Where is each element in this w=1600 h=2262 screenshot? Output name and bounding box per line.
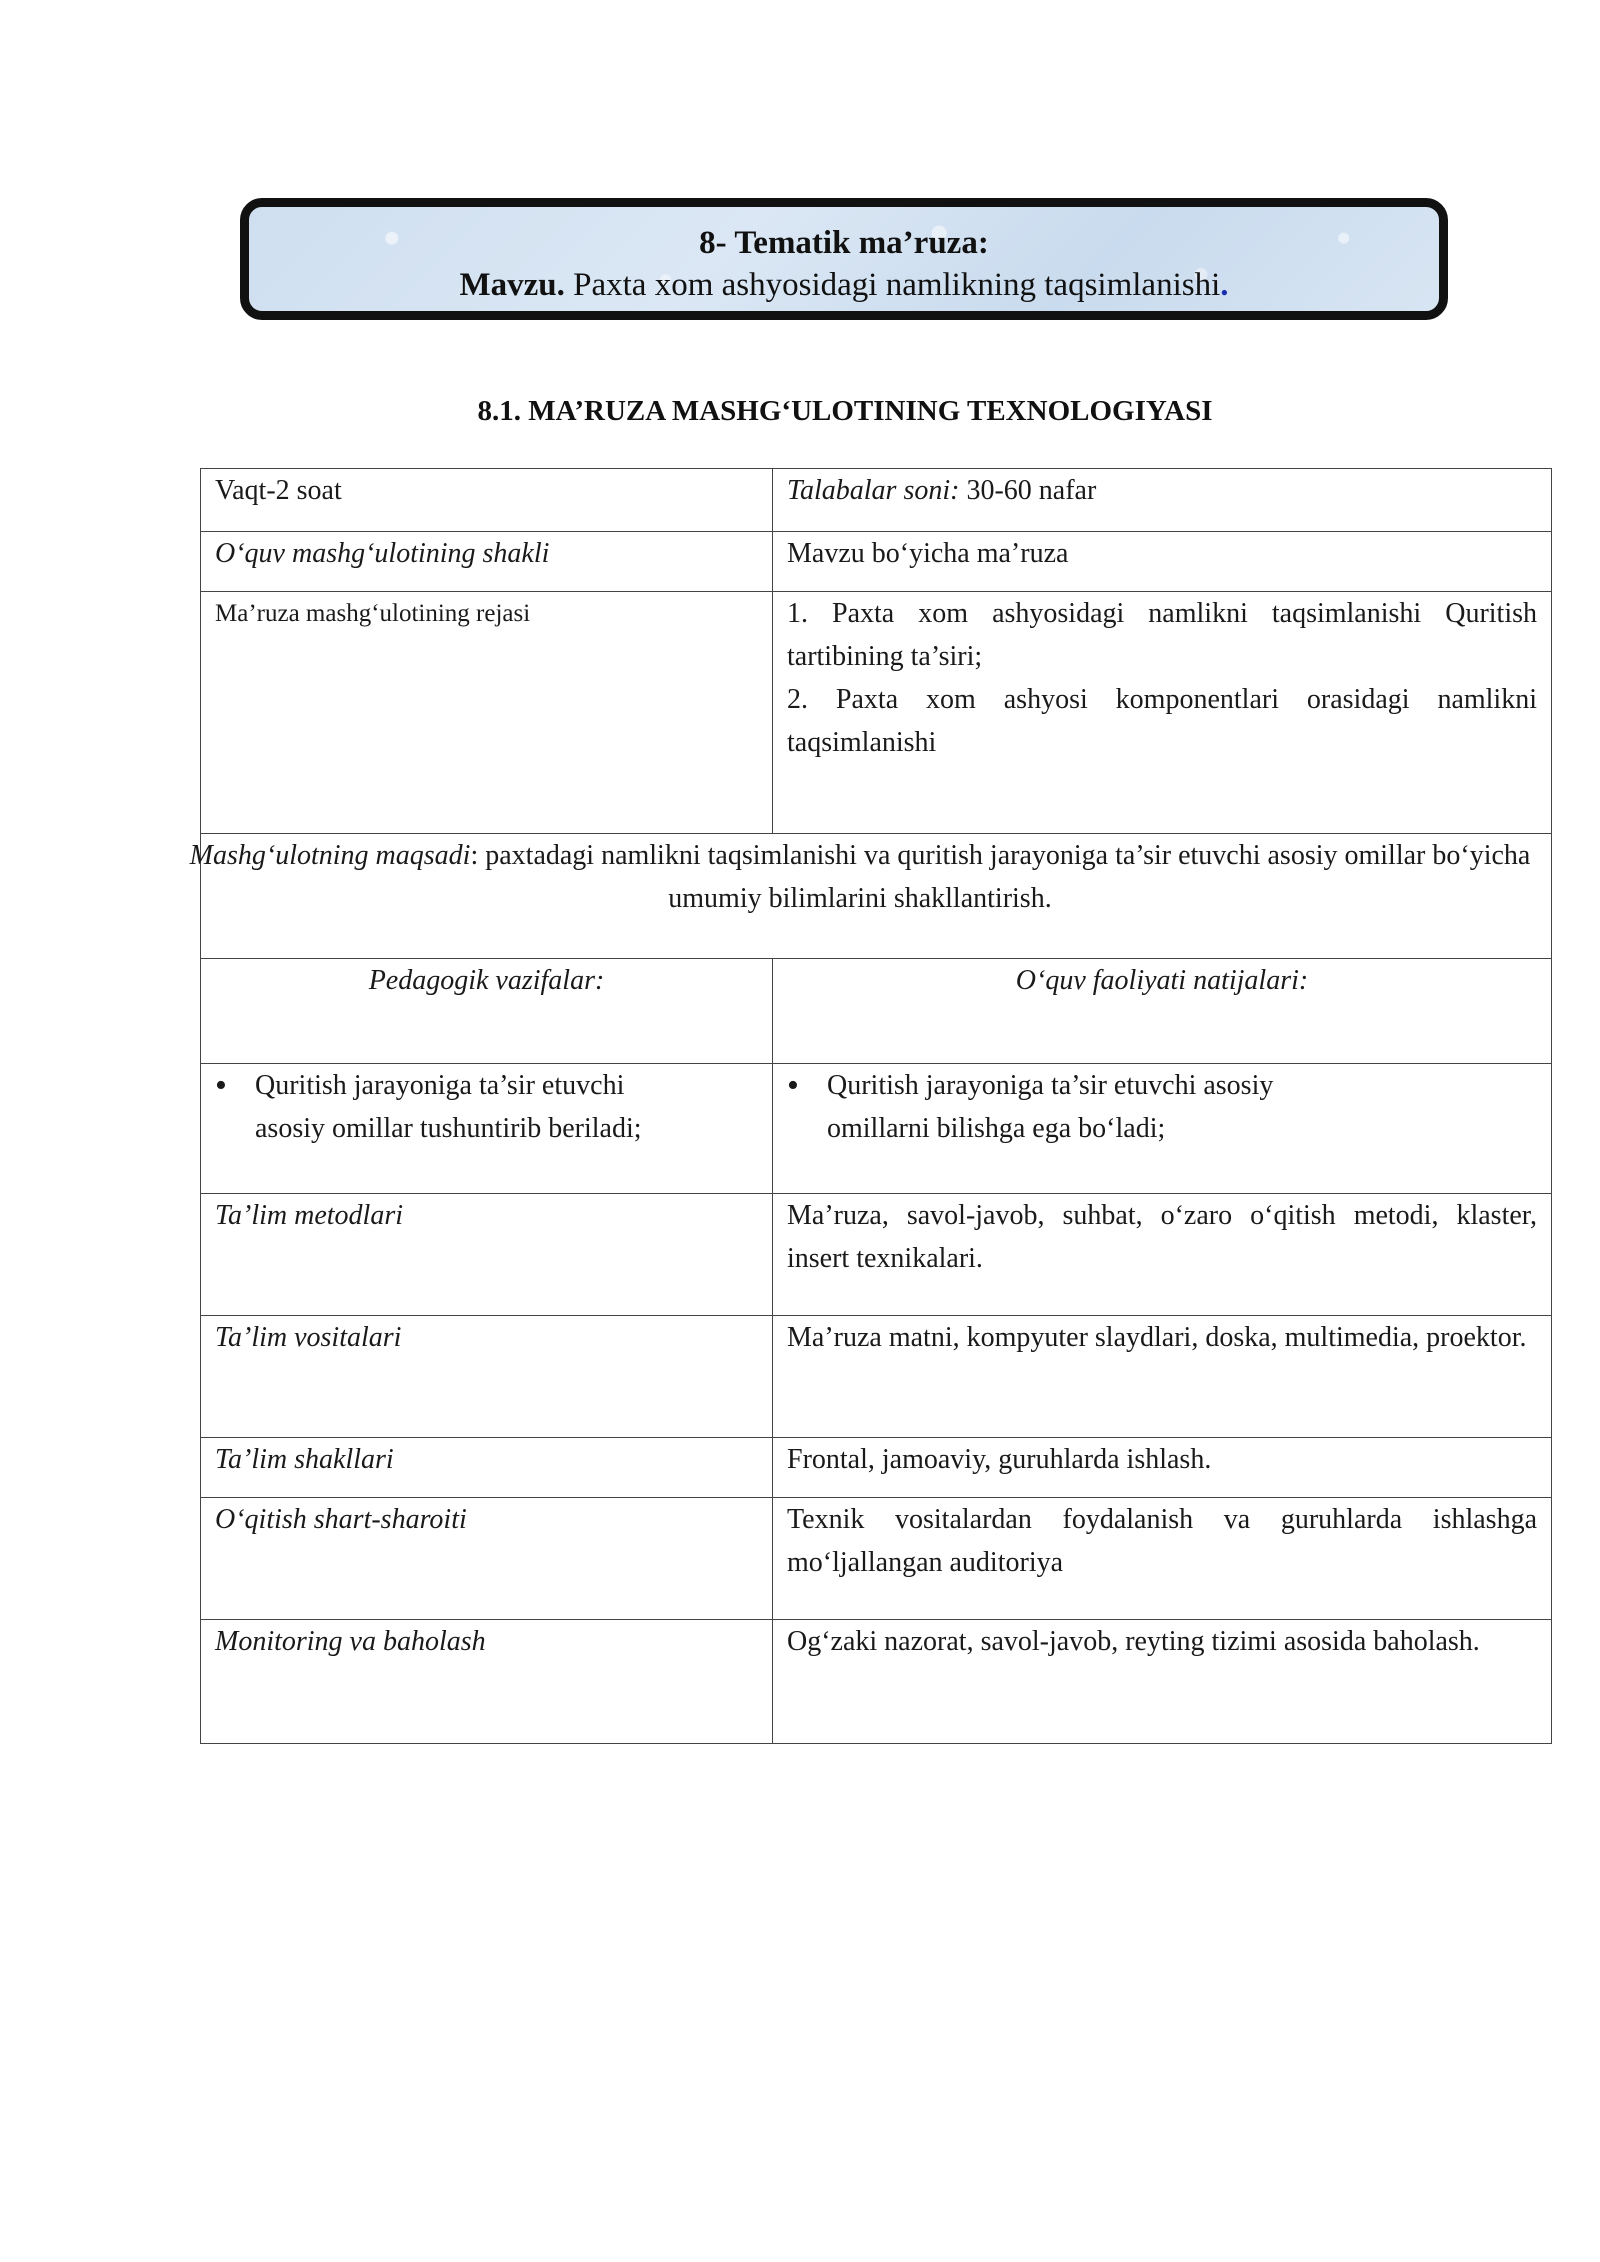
students-cell xyxy=(773,469,1552,532)
tools-label: Ta’lim vositalari xyxy=(201,1316,773,1438)
students-label: Talabalar soni: xyxy=(787,475,960,506)
monitoring-value: Og‘zaki nazorat, savol-javob, reyting tizimi asosida baholash. xyxy=(773,1620,1552,1744)
table-row xyxy=(201,1064,1552,1194)
topic-text: Paxta xom ashyosidagi namlikning taqsimlanishi xyxy=(564,267,1221,303)
lecture-topic xyxy=(249,267,1439,304)
section-heading: 8.1. MA’RUZA MASHG‘ULOTINING TEXNOLOGIYASI xyxy=(477,395,1213,427)
plan-item: 2. Paxta xom ashyosi komponentlari orasidagi namlikni taqsimlanishi xyxy=(787,684,1537,758)
conditions-label: O‘qitish shart-sharoiti xyxy=(201,1498,773,1620)
table-row xyxy=(201,1438,1552,1498)
lesson-technology-table xyxy=(189,468,1552,1744)
lecture-title: 8- Tematik ma’ruza: xyxy=(699,225,989,261)
goal-label: Mashg‘ulotning maqsadi xyxy=(189,840,471,871)
plan-label: Ma’ruza mashg‘ulotining rejasi xyxy=(201,592,773,834)
ped-task-cell xyxy=(201,1064,773,1194)
methods-value: Ma’ruza, savol-javob, suhbat, o‘zaro o‘qitish metodi, klaster, insert texnikalari. xyxy=(773,1194,1552,1316)
time-cell: Vaqt-2 soat xyxy=(201,469,773,532)
form-label: O‘quv mashg‘ulotining shakli xyxy=(201,532,773,592)
plan-item: 1. Paxta xom ashyosidagi namlikni taqsimlanishi Quritish tartibining ta’siri; xyxy=(787,598,1537,672)
tools-value: Ma’ruza matni, kompyuter slaydlari, doska, multimedia, proektor. xyxy=(773,1316,1552,1438)
table-row xyxy=(201,959,1552,1064)
table-row xyxy=(201,532,1552,592)
table-row xyxy=(201,834,1552,959)
students-value: 30-60 nafar xyxy=(959,475,1097,506)
topic-label: Mavzu. xyxy=(459,267,565,303)
table-row xyxy=(201,1620,1552,1744)
ped-tasks-header: Pedagogik vazifalar: xyxy=(201,959,773,1064)
table-row xyxy=(201,1194,1552,1316)
table-row xyxy=(201,592,1552,834)
plan-items xyxy=(773,592,1552,834)
lecture-title-box xyxy=(240,198,1448,320)
methods-label: Ta’lim metodlari xyxy=(201,1194,773,1316)
results-header: O‘quv faoliyati natijalari: xyxy=(773,959,1552,1064)
monitoring-label: Monitoring va baholash xyxy=(201,1620,773,1744)
result-cell xyxy=(773,1064,1552,1194)
forms-value: Frontal, jamoaviy, guruhlarda ishlash. xyxy=(773,1438,1552,1498)
table-row xyxy=(201,1316,1552,1438)
result-item: • Quritish jarayoniga ta’sir etuvchi asosiy omillarni bilishga ega bo‘ladi; xyxy=(787,1064,1537,1150)
form-value: Mavzu bo‘yicha ma’ruza xyxy=(773,532,1552,592)
forms-label: Ta’lim shakllari xyxy=(201,1438,773,1498)
goal-cell xyxy=(189,834,1552,959)
topic-end: . xyxy=(1220,267,1229,303)
conditions-value: Texnik vositalardan foydalanish va guruhlarda ishlashga mo‘ljallangan auditoriya xyxy=(773,1498,1552,1620)
goal-value: : paxtadagi namlikni taqsimlanishi va quritish jarayoniga ta’sir etuvchi asosiy omillar bo‘yicha umumiy bilimlarini shakllantirish. xyxy=(470,840,1531,914)
table-row xyxy=(201,469,1552,532)
table-row xyxy=(201,1498,1552,1620)
goal-text xyxy=(183,834,1537,920)
ped-task-item: • Quritish jarayoniga ta’sir etuvchi asosiy omillar tushuntirib beriladi; xyxy=(215,1064,758,1150)
